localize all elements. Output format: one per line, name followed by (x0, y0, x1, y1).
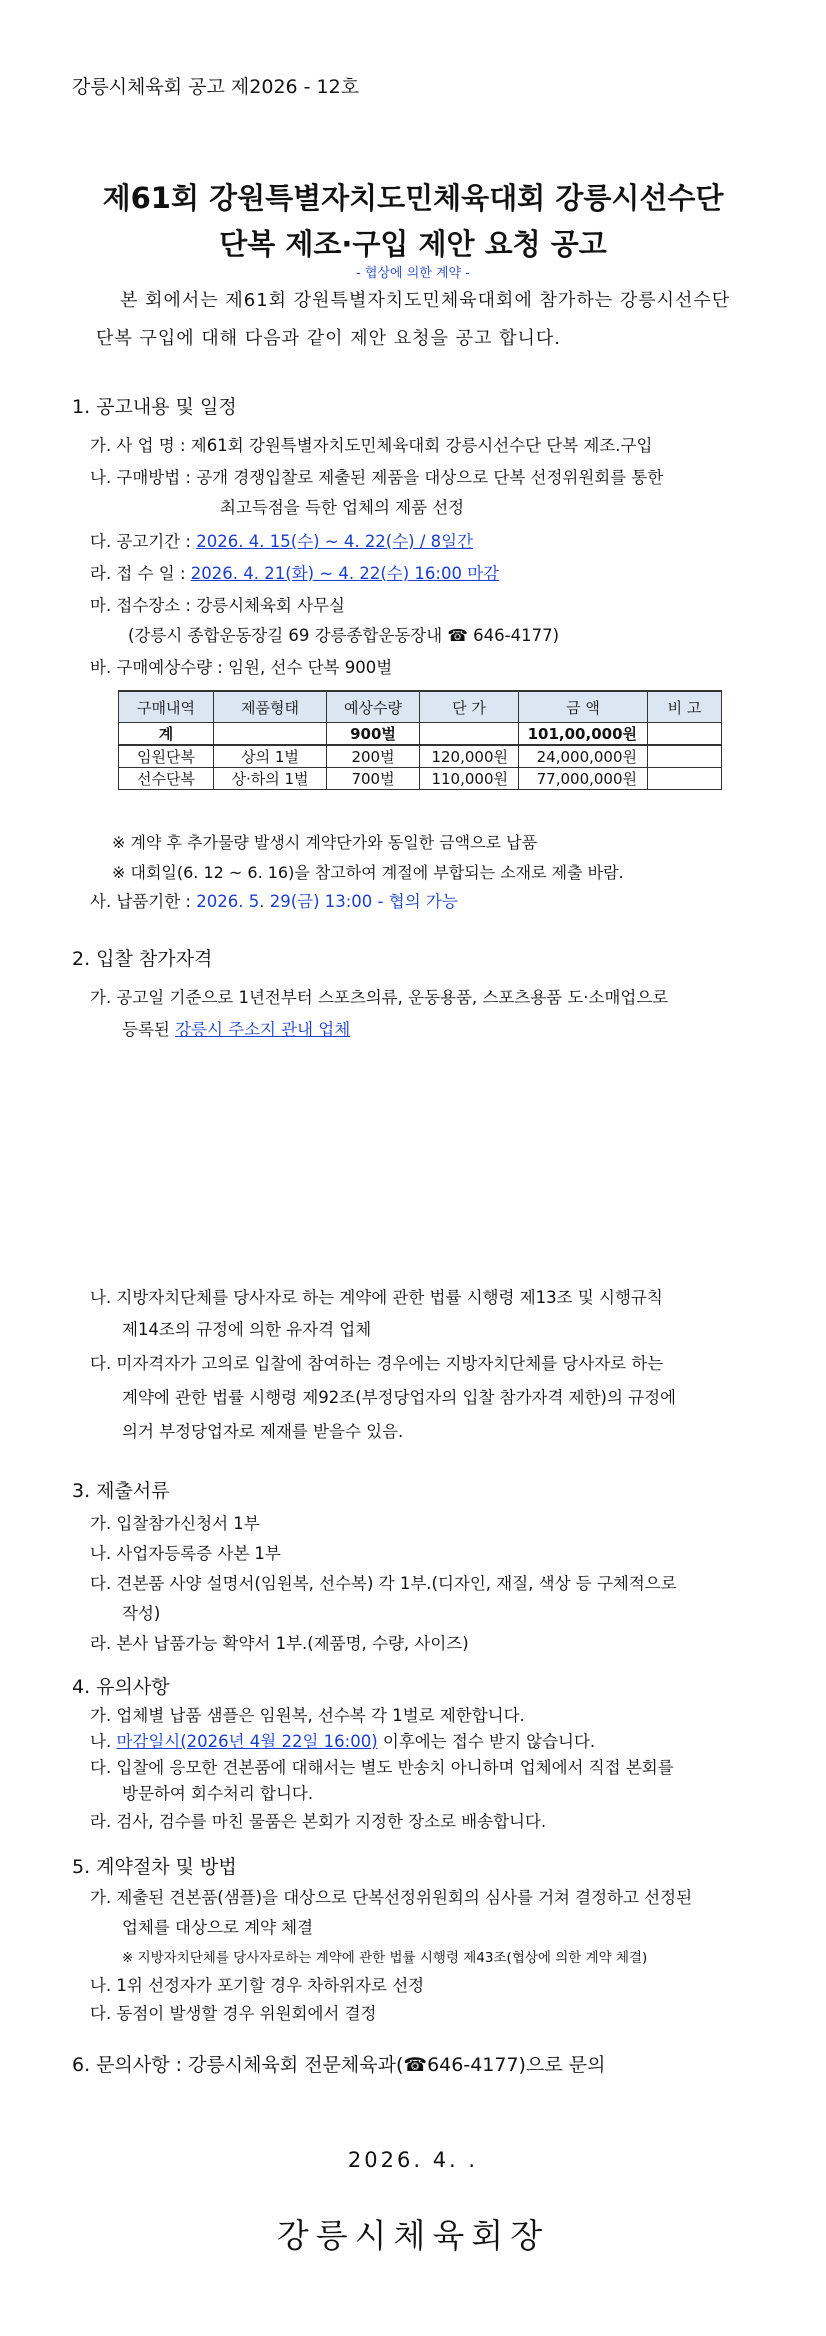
notice-number: 강릉시체육회 공고 제2026 - 12호 (72, 76, 360, 98)
s1-expected-quantity: 바. 구매예상수량 : 임원, 선수 단복 900벌 (90, 658, 393, 677)
table-cell: 77,000,000원 (519, 768, 648, 790)
s1-delivery-deadline (90, 888, 458, 912)
s3-doc-registration: 나. 사업자등록증 사본 1부 (90, 1544, 281, 1563)
th-amount: 금 액 (519, 691, 648, 723)
s5-procedure-a: 가. 제출된 견본품(샘플)을 대상으로 단복선정위원회의 심사를 거쳐 결정하고 선정된 (90, 1888, 693, 1907)
deadline-prefix: 나. (90, 1732, 117, 1751)
local-business-link: 강릉시 주소지 관내 업체 (175, 1020, 351, 1039)
th-item: 구매내역 (119, 691, 214, 723)
s4-note-delivery: 라. 검사, 검수를 마친 물품은 본회가 지정한 장소로 배송합니다. (90, 1812, 547, 1831)
table-cell: 101,00,000원 (519, 723, 648, 746)
s2-qualification-c-cont2: 의거 부정당업자로 제재를 받을수 있음. (122, 1422, 404, 1441)
s4-note-sample: 가. 업체별 납품 샘플은 임원복, 선수복 각 1벌로 제한합니다. (90, 1706, 525, 1725)
s1-receipt-date (90, 560, 499, 584)
section6-heading: 6. 문의사항 : 강릉시체육회 전문체육과(☎646-4177)으로 문의 (72, 2054, 606, 2076)
s1-purchase-method: 나. 구매방법 : 공개 경쟁입찰로 제출된 제품을 대상으로 단복 선정위원회를 통한 (90, 468, 664, 487)
notice-date: 2026. 4. . (347, 2148, 479, 2172)
intro-line1: 본 회에서는 제61회 강원특별자치도민체육대회에 참가하는 강릉시선수단 (120, 290, 731, 311)
notice-period-label: 다. 공고기간 : (90, 532, 197, 551)
table-cell: 임원단복 (119, 745, 214, 768)
section2-heading: 2. 입찰 참가자격 (72, 948, 213, 970)
section5-heading: 5. 계약절차 및 방법 (72, 1856, 237, 1878)
s5-procedure-b: 나. 1위 선정자가 포기할 경우 차하위자로 선정 (90, 1976, 425, 1995)
signer: 강릉시체육회장 (276, 2216, 550, 2255)
s3-doc-spec-cont: 작성) (122, 1604, 161, 1623)
notice-title-line2: 단복 제조·구입 제안 요청 공고 (219, 227, 607, 261)
s4-note-return-cont: 방문하여 회수처리 합니다. (122, 1784, 314, 1803)
th-remarks: 비 고 (648, 691, 722, 723)
table-cell (214, 723, 327, 746)
s1-notice-period (90, 528, 473, 552)
section1-heading: 1. 공고내용 및 일정 (72, 396, 237, 418)
s2-qualification-b-cont: 제14조의 규정에 의한 유자격 업체 (122, 1320, 372, 1339)
table-cell: 계 (119, 723, 214, 746)
qualification-prefix: 등록된 (122, 1020, 176, 1039)
delivery-deadline-label: 사. 납품기한 : (90, 892, 197, 911)
s4-note-return: 다. 입찰에 응모한 견본품에 대해서는 별도 반송치 아니하며 업체에서 직접 본회를 (90, 1758, 674, 1777)
table-header-row (119, 691, 722, 723)
s1-receipt-place: 마. 접수장소 : 강릉시체육회 사무실 (90, 596, 345, 615)
table-cell: 선수단복 (119, 768, 214, 790)
deadline-suffix: 이후에는 접수 받지 않습니다. (377, 1732, 596, 1751)
s1-note-season: ※ 대회일(6. 12 ~ 6. 16)을 참고하여 계절에 부합되는 소재로 제출 바람. (112, 863, 624, 882)
s1-purchase-method-cont: 최고득점을 득한 업체의 제품 선정 (220, 498, 465, 517)
contract-type-subtitle: - 협상에 의한 계약 - (356, 266, 470, 281)
table-cell: 200벌 (327, 745, 420, 768)
s4-note-deadline (90, 1728, 595, 1752)
s2-qualification-a: 가. 공고일 기준으로 1년전부터 스포츠의류, 운동용품, 스포츠용품 도·소매업으로 (90, 988, 669, 1007)
table-cell: 24,000,000원 (519, 745, 648, 768)
s3-doc-spec: 다. 견본품 사양 설명서(임원복, 선수복) 각 1부.(디자인, 재질, 색상 등 구체적으로 (90, 1574, 677, 1593)
s1-receipt-address: (강릉시 종합운동장길 69 강릉종합운동장내 ☎ 646-4177) (128, 626, 560, 645)
s3-doc-application: 가. 입찰참가신청서 1부 (90, 1514, 260, 1533)
s1-note-additional: ※ 계약 후 추가물량 발생시 계약단가와 동일한 금액으로 납품 (112, 833, 538, 852)
table-row (119, 745, 722, 768)
table-cell: 900벌 (327, 723, 420, 746)
s2-qualification-b: 나. 지방자치단체를 당사자로 하는 계약에 관한 법률 시행령 제13조 및 시행규칙 (90, 1288, 663, 1307)
th-type: 제품형태 (214, 691, 327, 723)
notice-title-line1: 제61회 강원특별자치도민체육대회 강릉시선수단 (102, 181, 724, 215)
th-unit-price: 단 가 (420, 691, 519, 723)
table-row (119, 768, 722, 790)
s5-procedure-c: 다. 동점이 발생할 경우 위원회에서 결정 (90, 2004, 377, 2023)
table-cell (648, 768, 722, 790)
table-cell (420, 723, 519, 746)
table-cell (648, 723, 722, 746)
table-cell (648, 745, 722, 768)
deadline-link: 마감일시(2026년 4월 22일 16:00) (116, 1732, 378, 1751)
table-total-row (119, 723, 722, 746)
table-cell: 상·하의 1벌 (214, 768, 327, 790)
s5-procedure-a-note: ※ 지방자치단체를 당사자로하는 계약에 관한 법률 시행령 제43조(협상에 의한 계약 체결) (122, 1950, 648, 1966)
s1-business-name: 가. 사 업 명 : 제61회 강원특별자치도민체육대회 강릉시선수단 단복 제조.구입 (90, 436, 653, 455)
receipt-date-value: 2026. 4. 21(화) ~ 4. 22(수) 16:00 마감 (190, 564, 500, 583)
section4-heading: 4. 유의사항 (72, 1676, 170, 1698)
s2-qualification-c: 다. 미자격자가 고의로 입찰에 참여하는 경우에는 지방자치단체를 당사자로 하는 (90, 1354, 664, 1373)
s5-procedure-a-cont: 업체를 대상으로 계약 체결 (122, 1918, 314, 1937)
delivery-deadline-value: 2026. 5. 29(금) 13:00 - 협의 가능 (196, 892, 458, 911)
intro-line2: 단복 구입에 대해 다음과 같이 제안 요청을 공고 합니다. (96, 328, 562, 349)
table-cell: 120,000원 (420, 745, 519, 768)
table-cell: 110,000원 (420, 768, 519, 790)
s2-qualification-a-cont (122, 1016, 350, 1040)
receipt-date-label: 라. 접 수 일 : (90, 564, 191, 583)
s3-doc-confirmation: 라. 본사 납품가능 확약서 1부.(제품명, 수량, 사이즈) (90, 1634, 469, 1653)
notice-period-value: 2026. 4. 15(수) ~ 4. 22(수) / 8일간 (196, 532, 474, 551)
section3-heading: 3. 제출서류 (72, 1480, 170, 1502)
table-cell: 700벌 (327, 768, 420, 790)
table-cell: 상의 1벌 (214, 745, 327, 768)
s2-qualification-c-cont1: 계약에 관한 법률 시행령 제92조(부정당업자의 입찰 참가자격 제한)의 규정에 (122, 1388, 676, 1407)
th-quantity: 예상수량 (327, 691, 420, 723)
purchase-table (118, 690, 722, 790)
